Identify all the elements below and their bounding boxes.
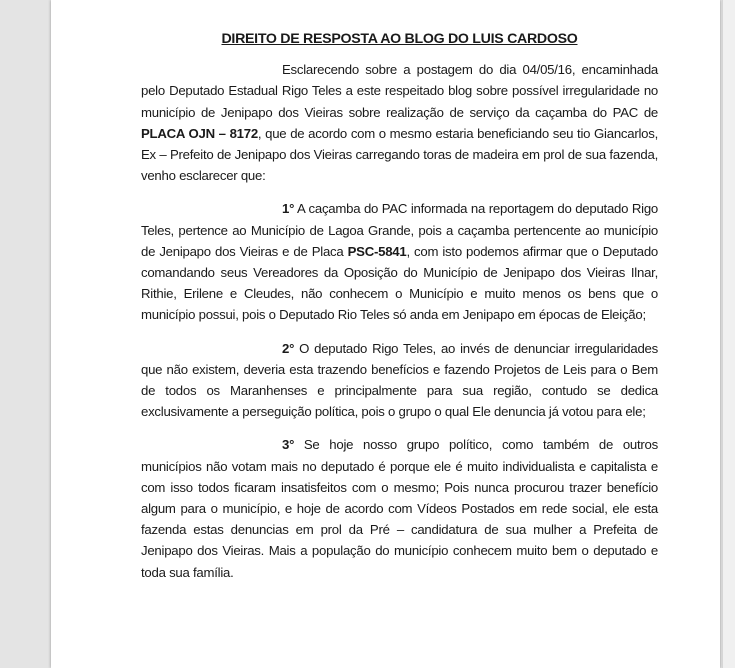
point-2-paragraph [141, 338, 658, 423]
document-body [141, 29, 658, 595]
document-page [51, 0, 720, 668]
point-1-text-1: A caçamba do PAC informada na reportagem do deputado Rigo Teles, pertence ao Município de Lagoa Grande, pois a caçamba pertencente ao município de Jenipapo dos Vieiras e de Placa [141, 201, 658, 259]
point-1-plate: PSC-5841 [347, 243, 407, 259]
point-2-number: 2° [282, 340, 295, 356]
point-1-number: 1° [282, 201, 295, 217]
intro-text-1: Esclarecendo sobre a postagem do dia 04/05/16, encaminhada pelo Deputado Estadual Rigo Teles a este respeitado blog sobre possível irregularidade no município de Jenipapo dos Vieiras sobre realização de serviço da caçamba do PAC de [141, 62, 658, 120]
point-3-paragraph [141, 434, 658, 582]
intro-text-2: , que de acordo com o mesmo estaria beneficiando seu tio Giancarlos, Ex – Prefeito de Jenipapo dos Vieiras carregando toras de madeira em prol de sua fazenda, venho esclarecer que: [141, 125, 658, 184]
document-title: DIREITO DE RESPOSTA AO BLOG DO LUIS CARDOSO [221, 31, 578, 47]
point-1-paragraph [141, 198, 658, 325]
point-3-text: Se hoje nosso grupo político, como também de outros municípios não votam mais no deputado é porque ele é muito individualista e capitalista e com isso todos ficaram insatisfeitos com o mesmo; Pois nunca procurou trazer benefício algum para o município, e hoje de acordo com Vídeos Postados em rede social, ele esta fazenda estas denuncias em prol da Pré – candidatura de sua mulher a Prefeita de Jenipapo dos Vieiras. Mais a população do município conhecem muito bem o deputado e toda sua família. [141, 437, 658, 580]
intro-paragraph [141, 59, 658, 186]
point-3-number: 3° [282, 437, 295, 453]
window-scrollbar[interactable] [722, 0, 735, 668]
point-2-text: O deputado Rigo Teles, ao invés de denunciar irregularidades que não existem, deveria esta trazendo benefícios e fazendo Projetos de Leis para o Bem de todos os Maranhenses e principalmente para sua região, contudo se dedica exclusivamente a perseguição política, pois o grupo o qual Ele denuncia já votou para ele; [141, 340, 658, 420]
intro-plate: PLACA OJN – 8172 [141, 125, 258, 141]
point-1-text-2: , com isto podemos afirmar que o Deputado comandando seus Vereadores da Oposição do Município de Jenipapo dos Vieiras Ilnar, Rithie, Erilene e Cleudes, não conhecem o Município e muito menos os bens que o município possui, pois o Deputado Rio Teles só anda em Jenipapo em épocas de Eleição; [141, 243, 658, 323]
